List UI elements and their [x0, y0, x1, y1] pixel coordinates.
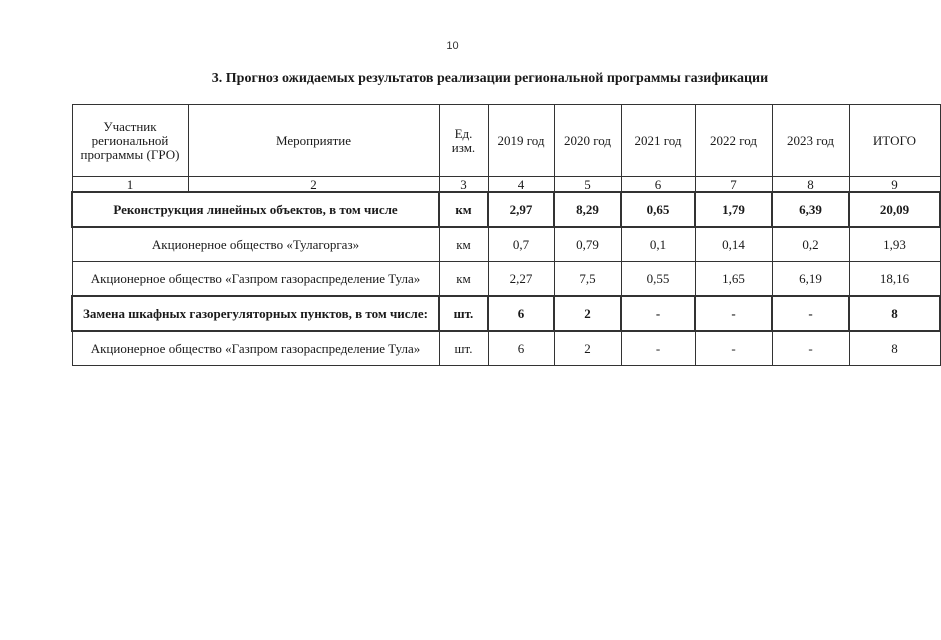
row-unit: км [439, 227, 488, 262]
page-number: 10 [446, 40, 459, 52]
value-2022: 1,79 [695, 192, 772, 227]
header-participant: Участник региональной программы (ГРО) [72, 105, 188, 177]
row-unit: шт. [439, 296, 488, 331]
value-2021: 0,65 [621, 192, 695, 227]
value-2021: - [621, 331, 695, 366]
value-2019: 0,7 [488, 227, 554, 262]
column-number: 1 [72, 177, 188, 193]
header-2020: 2020 год [554, 105, 621, 177]
table-row [72, 296, 940, 331]
column-number: 8 [772, 177, 849, 193]
forecast-table [71, 104, 941, 366]
value-2019: 2,97 [488, 192, 554, 227]
value-2020: 0,79 [554, 227, 621, 262]
table-row [72, 331, 940, 366]
column-number: 3 [439, 177, 488, 193]
value-2020: 2 [554, 296, 621, 331]
value-2020: 7,5 [554, 262, 621, 297]
value-2020: 8,29 [554, 192, 621, 227]
table-row [72, 227, 940, 262]
value-2021: - [621, 296, 695, 331]
table-row [72, 192, 940, 227]
column-number: 6 [621, 177, 695, 193]
value-2022: 1,65 [695, 262, 772, 297]
value-total: 8 [849, 331, 940, 366]
column-number: 2 [188, 177, 439, 193]
value-2019: 2,27 [488, 262, 554, 297]
row-label: Акционерное общество «Тулагоргаз» [72, 227, 439, 262]
column-number: 9 [849, 177, 940, 193]
value-2019: 6 [488, 296, 554, 331]
header-2022: 2022 год [695, 105, 772, 177]
header-2019: 2019 год [488, 105, 554, 177]
value-total: 1,93 [849, 227, 940, 262]
value-2023: - [772, 331, 849, 366]
table-row [72, 262, 940, 297]
column-number-row [72, 177, 940, 193]
row-label: Акционерное общество «Газпром газораспределение Тула» [72, 262, 439, 297]
header-2023: 2023 год [772, 105, 849, 177]
row-label: Реконструкция линейных объектов, в том числе [72, 192, 439, 227]
column-number: 5 [554, 177, 621, 193]
table-header-row [72, 105, 940, 177]
header-total: ИТОГО [849, 105, 940, 177]
column-number: 7 [695, 177, 772, 193]
header-2021: 2021 год [621, 105, 695, 177]
value-2021: 0,55 [621, 262, 695, 297]
value-2023: 6,19 [772, 262, 849, 297]
value-2022: - [695, 331, 772, 366]
row-unit: км [439, 262, 488, 297]
value-2019: 6 [488, 331, 554, 366]
header-unit: Ед. изм. [439, 105, 488, 177]
value-2023: 6,39 [772, 192, 849, 227]
column-number: 4 [488, 177, 554, 193]
value-2023: - [772, 296, 849, 331]
header-activity: Мероприятие [188, 105, 439, 177]
document-title: 3. Прогноз ожидаемых результатов реализации региональной программы газификации [211, 71, 769, 86]
row-label: Акционерное общество «Газпром газораспределение Тула» [72, 331, 439, 366]
value-2021: 0,1 [621, 227, 695, 262]
value-total: 18,16 [849, 262, 940, 297]
value-2022: - [695, 296, 772, 331]
row-unit: км [439, 192, 488, 227]
row-unit: шт. [439, 331, 488, 366]
value-2022: 0,14 [695, 227, 772, 262]
value-2020: 2 [554, 331, 621, 366]
value-2023: 0,2 [772, 227, 849, 262]
value-total: 8 [849, 296, 940, 331]
row-label: Замена шкафных газорегуляторных пунктов, в том числе: [72, 296, 439, 331]
value-total: 20,09 [849, 192, 940, 227]
